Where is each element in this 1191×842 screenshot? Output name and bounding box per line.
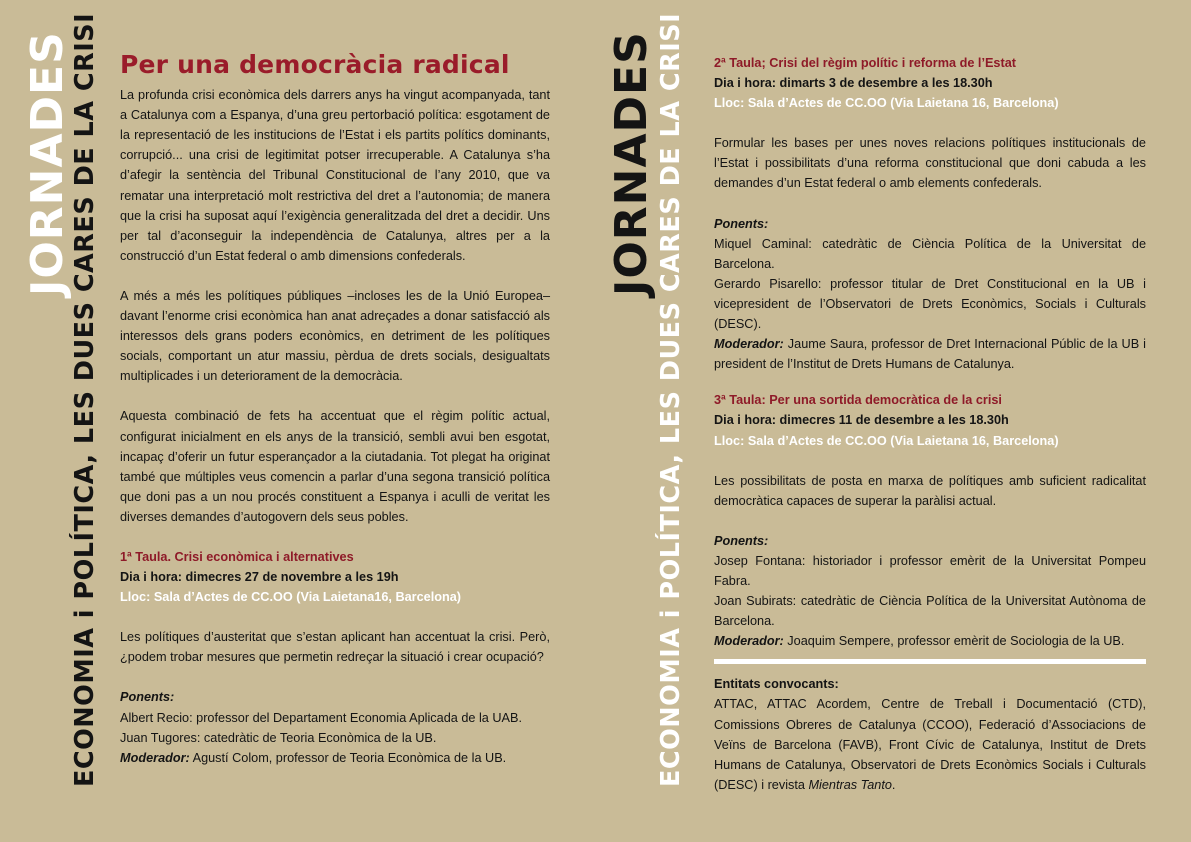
divider-rule bbox=[714, 659, 1146, 664]
entitats-heading: Entitats convocants: bbox=[714, 677, 839, 692]
intro-paragraph-2: A més a més les polítiques públiques –incloses les de la Unió Europea– davant l’enorme crisi econòmica han anat adreçades a donar satisfacció als interessos dels grans poders econòmics, en detriment de les polítiques socials, comportant un atur massiu, pèrdua de drets socials, desigualtats multiplicades i un deteriorament de la democràcia. bbox=[120, 288, 550, 384]
taula3-description: Les possibilitats de posta en marxa de polítiques amb suficient radicalitat democràtica capaces de superar la paràlisi actual. bbox=[714, 473, 1146, 508]
taula2-location: Lloc: Sala d’Actes de CC.OO (Via Laietana 16, Barcelona) bbox=[714, 96, 1059, 111]
right-jornades-title: JORNADES bbox=[606, 31, 657, 296]
taula3-ponents-label: Ponents: bbox=[714, 533, 769, 548]
left-jornades-title: JORNADES bbox=[22, 31, 73, 296]
entitats-end: . bbox=[891, 777, 896, 792]
taula3-moderador bbox=[714, 631, 1146, 651]
taula2-ponents-label: Ponents: bbox=[714, 216, 769, 231]
taula1-ponents-label: Ponents: bbox=[120, 690, 175, 705]
taula2-title: 2ª Taula; Crisi del règim polític i reforma de l’Estat bbox=[714, 56, 1016, 70]
taula1-ponent-1: Albert Recio: professor del Departament Economia Aplicada de la UAB. bbox=[120, 710, 522, 725]
taula1-moderador bbox=[120, 748, 550, 768]
taula2-moderador bbox=[714, 334, 1146, 374]
taula1-title: 1ª Taula. Crisi econòmica i alternatives bbox=[120, 549, 354, 564]
taula2-date: Dia i hora: dimarts 3 de desembre a les 18.30h bbox=[714, 76, 993, 91]
taula3-ponent-1: Josep Fontana: historiador i professor emèrit de la Universitat Pompeu Fabra. bbox=[714, 553, 1146, 588]
right-column bbox=[714, 53, 1146, 795]
taula3-moderador-text: Joaquim Sempere, professor emèrit de Sociologia de la UB. bbox=[783, 634, 1125, 649]
taula3-location: Lloc: Sala d’Actes de CC.OO (Via Laietana 16, Barcelona) bbox=[714, 433, 1059, 448]
entitats-list: ATTAC, ATTAC Acordem, Centre de Treball i Documentació (CTD), Comissions Obreres de Catalunya (CCOO), Federació d’Associacions de Veïns de Barcelona (FAVB), Front Cívic de Catalunya, Institut de Drets Humans de Catalunya, Observatori de Drets Econòmics Socials i Culturals (DESC) i revista bbox=[714, 697, 1146, 792]
taula3-moderador-label: Moderador: bbox=[714, 634, 784, 649]
intro-paragraph-3: Aquesta combinació de fets ha accentuat que el règim polític actual, configurat inicialment en els anys de la transició, sembli avui ben esgotat, incapaç d’oferir un futur esperançador a la ciutadania. Tot plegat ha originat també que múltiples veus comencin a parlar d’una segona transició política que doni pas a un nou procés constituent a Espanya i aculli de veritat les diverses demandes d’autogovern dels seus pobles. bbox=[120, 409, 550, 524]
taula2-description: Formular les bases per unes noves relacions polítiques institucionals de l’Estat i possibilitats d’una reforma constitucional que doni cabuda a les demandes d’un Estat federal o amb elements confederals. bbox=[714, 136, 1146, 191]
left-column bbox=[120, 50, 550, 768]
taula3-title: 3ª Taula: Per una sortida democràtica de la crisi bbox=[714, 393, 1002, 408]
taula1-moderador-label: Moderador: bbox=[120, 750, 190, 765]
page-title: Per una democràcia radical bbox=[120, 50, 510, 79]
taula1-ponent-2: Juan Tugores: catedràtic de Teoria Econòmica de la UB. bbox=[120, 730, 437, 745]
taula2-ponent-2: Gerardo Pisarello: professor titular de Dret Constitucional en la UB i vicepresident de l’Observatori de Drets Econòmics, Socials i Culturals (DESC). bbox=[714, 276, 1146, 332]
taula3-date: Dia i hora: dimecres 11 de desembre a les 18.30h bbox=[714, 413, 1009, 428]
taula2-moderador-label: Moderador: bbox=[714, 337, 784, 352]
taula1-location: Lloc: Sala d’Actes de CC.OO (Via Laietana16, Barcelona) bbox=[120, 590, 462, 605]
intro-paragraph-1: La profunda crisi econòmica dels darrers anys ha vingut acompanyada, tant a Catalunya com a Espanya, d’una greu pertorbació política: esgotament de la representació de les institucions de l’Estat i els partits polítics dominants, corrupció... una crisi de legitimitat potser irrecuperable. A Catalunya s’ha d’afegir la sentència del Tribunal Constitucional de l’any 2010, que va rematar una interpretació molt restrictiva del dret a l’autonomia; de manera que la crisi ha suposat aquí l’exigència generalitzada del dret a decidir. Uns per tal d’aconseguir la independència de Catalunya, altres per a la construcció d’un Estat federal o amb dimensions confederals. bbox=[120, 88, 550, 263]
taula1-date: Dia i hora: dimecres 27 de novembre a les 19h bbox=[120, 570, 399, 585]
taula2-ponent-1: Miquel Caminal: catedràtic de Ciència Política de la Universitat de Barcelona. bbox=[714, 236, 1146, 271]
taula1-description: Les polítiques d’austeritat que s’estan aplicant han accentuat la crisi. Però, ¿podem trobar mesures que permetin redreçar la situació i crear ocupació? bbox=[120, 630, 550, 665]
right-side-subtitle: ECONOMIA i POLÍTICA, LES DUES CARES DE LA CRISI bbox=[656, 12, 686, 787]
left-side-subtitle: ECONOMIA i POLÍTICA, LES DUES CARES DE LA CRISI bbox=[70, 12, 100, 787]
taula3-ponent-2: Joan Subirats: catedràtic de Ciència Política de la Universitat Autònoma de Barcelona. bbox=[714, 594, 1146, 629]
taula1-moderador-text: Agustí Colom, professor de Teoria Econòmica de la UB. bbox=[189, 750, 507, 765]
taula2-moderador-text: Jaume Saura, professor de Dret Internacional Públic de la UB i president de l’Institut de Drets Humans de Catalunya. bbox=[714, 337, 1146, 372]
entitats-revista: Mientras Tanto bbox=[808, 777, 892, 792]
entitats-text bbox=[714, 694, 1146, 794]
